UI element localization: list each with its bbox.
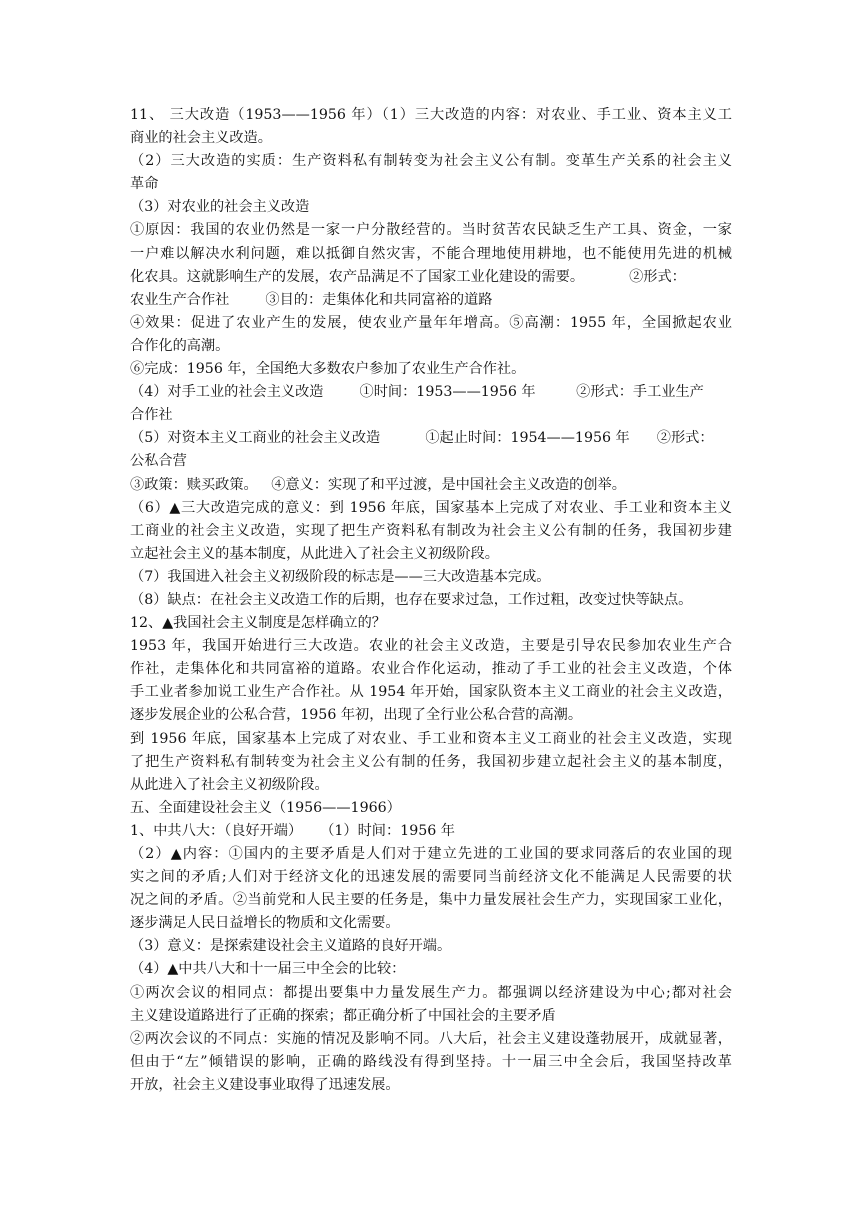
text-line: ⑥完成：1956 年，全国绝大多数农户参加了农业生产合作社。 [130, 361, 526, 378]
document-page [130, 104, 732, 1097]
text-line: 农业生产合作社 ③目的：走集体化和共同富裕的道路 [130, 291, 493, 308]
text-line: （4）对手工业的社会主义改造 ①时间：1953——1956 年 ②形式：手工业生产 [130, 384, 704, 401]
text-line: （2）三大改造的实质：生产资料私有制转变为社会主义公有制。变革生产关系的社会主义 [130, 153, 732, 170]
text-line: ②两次会议的不同点：实施的情况及影响不同。八大后，社会主义建设蓬勃展开，成就显著， [130, 1030, 732, 1047]
text-line: （5）对资本主义工商业的社会主义改造 ①起止时间：1954——1956 年 ②形式： [130, 430, 714, 447]
text-line: ①原因：我国的农业仍然是一家一户分散经营的。当时贫苦农民缺乏生产工具、资金，一家 [130, 222, 732, 239]
text-line: （2）▲内容：①国内的主要矛盾是人们对于建立先进的工业国的要求同落后的农业国的现 [130, 846, 732, 862]
text-line: ③政策：赎买政策。 ④意义：实现了和平过渡，是中国社会主义改造的创举。 [130, 476, 626, 493]
text-line: 1、中共八大：（良好开端） （1）时间：1956 年 [130, 822, 455, 839]
text-line: 11、 三大改造（1953——1956 年）（1）三大改造的内容：对农业、手工业、资本主义工 [130, 107, 732, 123]
text-line: （3）对农业的社会主义改造 [130, 199, 310, 216]
text-line: ④效果：促进了农业产生的发展，使农业产量年年增高。⑤高潮：1955 年，全国掀起农业 [130, 314, 732, 331]
text-line: （6）▲三大改造完成的意义：到 1956 年底，国家基本上完成了对农业、手工业和资本主义 [130, 499, 732, 516]
text-line: （3）意义：是探索建设社会主义道路的良好开端。 [130, 938, 452, 955]
text-line: ①两次会议的相同点：都提出要集中力量发展生产力。都强调以经济建设为中心;都对社会 [130, 984, 732, 1001]
text-line: 立起社会主义的基本制度，从此进入了社会主义初级阶段。 [130, 545, 499, 562]
text-line: 到 1956 年底，国家基本上完成了对农业、手工业和资本主义工商业的社会主义改造，实现 [130, 730, 732, 747]
text-line: 合作社 [130, 407, 173, 424]
text-line: 逐步发展企业的公私合营，1956 年初，出现了全行业公私合营的高潮。 [130, 707, 583, 724]
text-line: 但由于“左”倾错误的影响，正确的路线没有得到坚持。十一届三中全会后，我国坚持改革 [130, 1053, 732, 1070]
text-line: （7）我国进入社会主义初级阶段的标志是——三大改造基本完成。 [130, 568, 551, 585]
text-line: 逐步满足人民日益增长的物质和文化需要。 [130, 915, 400, 932]
text-line: 1953 年，我国开始进行三大改造。农业的社会主义改造，主要是引导农民参加农业生产合 [130, 638, 732, 655]
text-line: （8）缺点：在社会主义改造工作的后期，也存在要求过急，工作过粗，改变过快等缺点。 [130, 591, 693, 608]
text-line: 作社，走集体化和共同富裕的道路。农业合作化运动，推动了手工业的社会主义改造，个体 [130, 661, 732, 678]
text-line: 从此进入了社会主义初级阶段。 [130, 776, 329, 793]
text-line: 化农具。这就影响生产的发展，农产品满足不了国家工业化建设的需要。 ②形式： [130, 268, 686, 285]
text-line: 一户难以解决水利问题，难以抵御自然灾害，不能合理地使用耕地，也不能使用先进的机械 [130, 245, 732, 262]
text-line: 12、▲我国社会主义制度是怎样确立的？ [130, 615, 386, 632]
text-line: 主义建设道路进行了正确的探索；都正确分析了中国社会的主要矛盾 [130, 1007, 556, 1024]
text-line: 合作化的高潮。 [130, 337, 230, 354]
text-line: 开放，社会主义建设事业取得了迅速发展。 [130, 1076, 400, 1093]
text-line: 革命 [130, 176, 159, 193]
text-line: 实之间的矛盾;人们对于经济文化的迅速发展的需要同当前经济文化不能满足人民需要的状 [130, 869, 732, 886]
text-line: 况之间的矛盾。②当前党和人民主要的任务是，集中力量发展社会生产力，实现国家工业化， [130, 892, 732, 909]
text-line: 了把生产资料私有制转变为社会主义公有制的任务，我国初步建立起社会主义的基本制度， [130, 753, 732, 770]
section-heading: 五、全面建设社会主义（1956——1966） [130, 799, 401, 816]
text-line: （4）▲中共八大和十一届三中全会的比较： [130, 961, 406, 978]
text-line: 公私合营 [130, 453, 187, 470]
text-line: 手工业者参加说工业生产合作社。从 1954 年开始，国家队资本主义工商业的社会主义改造， [130, 684, 732, 701]
text-line: 商业的社会主义改造。 [130, 130, 272, 147]
text-line: 工商业的社会主义改造，实现了把生产资料私有制改为社会主义公有制的任务，我国初步建 [130, 522, 732, 539]
